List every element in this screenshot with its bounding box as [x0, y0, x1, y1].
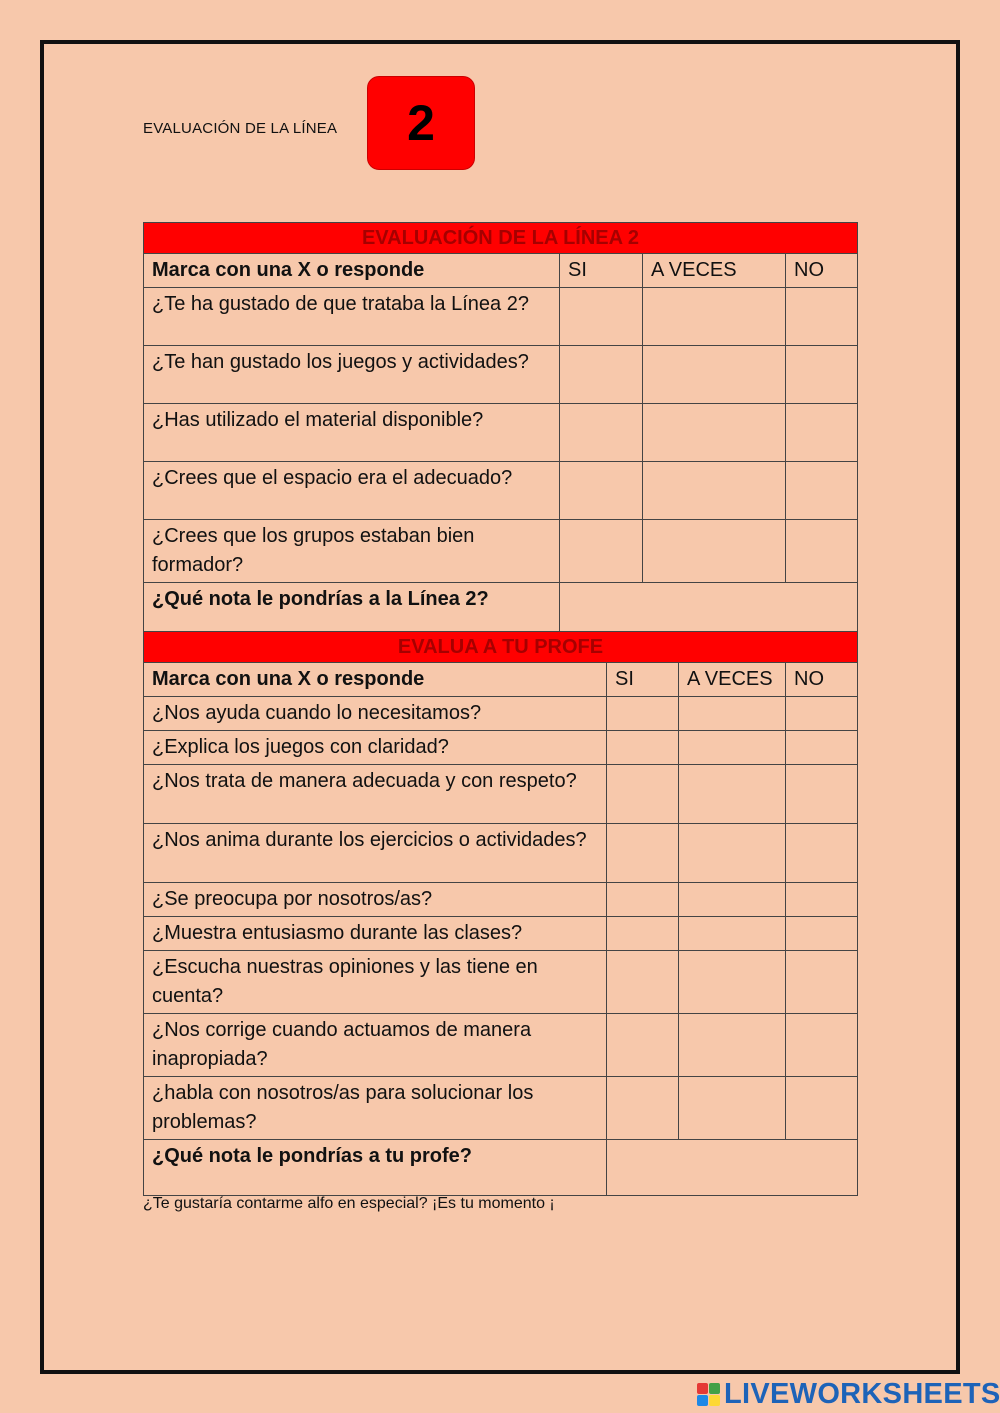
answer-si-cell[interactable] — [560, 404, 643, 462]
question-cell: ¿Nos anima durante los ejercicios o actividades? — [144, 824, 607, 883]
liveworksheets-brand — [697, 1378, 1000, 1411]
column-header-no: NO — [786, 254, 858, 288]
grade-row — [144, 1140, 858, 1196]
question-cell: ¿Nos ayuda cuando lo necesitamos? — [144, 697, 607, 731]
question-cell: ¿Muestra entusiasmo durante las clases? — [144, 917, 607, 951]
table-row — [144, 824, 858, 883]
line-label: EVALUACIÓN DE LA LÍNEA — [143, 120, 338, 137]
answer-si-cell[interactable] — [607, 883, 679, 917]
question-cell: ¿Se preocupa por nosotros/as? — [144, 883, 607, 917]
answer-no-cell[interactable] — [786, 1014, 858, 1077]
question-cell: ¿Crees que el espacio era el adecuado? — [144, 462, 560, 520]
answer-si-cell[interactable] — [560, 520, 643, 583]
question-cell: ¿Escucha nuestras opiniones y las tiene en cuenta? — [144, 951, 607, 1014]
column-header-si: SI — [560, 254, 643, 288]
column-header-question: Marca con una X o responde — [144, 663, 607, 697]
question-cell: ¿Te han gustado los juegos y actividades? — [144, 346, 560, 404]
answer-si-cell[interactable] — [560, 288, 643, 346]
open-comment-prompt: ¿Te gustaría contarme alfo en especial? ¡Es tu momento ¡ — [143, 1195, 555, 1212]
answer-a-veces-cell[interactable] — [643, 462, 786, 520]
answer-a-veces-cell[interactable] — [679, 917, 786, 951]
column-header-a-veces: A VECES — [679, 663, 786, 697]
answer-a-veces-cell[interactable] — [679, 1077, 786, 1140]
answer-no-cell[interactable] — [786, 731, 858, 765]
answer-si-cell[interactable] — [560, 462, 643, 520]
grade-question-cell: ¿Qué nota le pondrías a la Línea 2? — [144, 583, 560, 641]
table-row — [144, 731, 858, 765]
answer-no-cell[interactable] — [786, 883, 858, 917]
answer-no-cell[interactable] — [786, 951, 858, 1014]
answer-si-cell[interactable] — [607, 697, 679, 731]
answer-a-veces-cell[interactable] — [643, 404, 786, 462]
answer-no-cell[interactable] — [786, 917, 858, 951]
table-row — [144, 883, 858, 917]
answer-si-cell[interactable] — [560, 346, 643, 404]
answer-si-cell[interactable] — [607, 917, 679, 951]
question-cell: ¿Crees que los grupos estaban bien formador? — [144, 520, 560, 583]
answer-si-cell[interactable] — [607, 824, 679, 883]
answer-no-cell[interactable] — [786, 346, 858, 404]
line-number-badge: 2 — [367, 76, 475, 170]
answer-a-veces-cell[interactable] — [679, 731, 786, 765]
answer-no-cell[interactable] — [786, 765, 858, 824]
question-cell: ¿Nos trata de manera adecuada y con respeto? — [144, 765, 607, 824]
answer-a-veces-cell[interactable] — [679, 883, 786, 917]
answer-si-cell[interactable] — [607, 731, 679, 765]
answer-a-veces-cell[interactable] — [679, 765, 786, 824]
column-header-si: SI — [607, 663, 679, 697]
answer-no-cell[interactable] — [786, 697, 858, 731]
answer-a-veces-cell[interactable] — [679, 951, 786, 1014]
answer-a-veces-cell[interactable] — [679, 697, 786, 731]
question-cell: ¿Te ha gustado de que trataba la Línea 2? — [144, 288, 560, 346]
question-cell: ¿Has utilizado el material disponible? — [144, 404, 560, 462]
answer-no-cell[interactable] — [786, 520, 858, 583]
grade-question-cell: ¿Qué nota le pondrías a tu profe? — [144, 1140, 607, 1196]
table-row — [144, 765, 858, 824]
answer-a-veces-cell[interactable] — [643, 346, 786, 404]
answer-si-cell[interactable] — [607, 951, 679, 1014]
answer-no-cell[interactable] — [786, 462, 858, 520]
column-header-a-veces: A VECES — [643, 254, 786, 288]
question-cell: ¿Explica los juegos con claridad? — [144, 731, 607, 765]
liveworksheets-logo-icon — [697, 1383, 720, 1406]
answer-si-cell[interactable] — [607, 1077, 679, 1140]
table-row — [144, 404, 858, 462]
table-row — [144, 462, 858, 520]
table-row — [144, 1014, 858, 1077]
brand-name: LIVEWORKSHEETS — [724, 1378, 1000, 1410]
answer-a-veces-cell[interactable] — [679, 824, 786, 883]
answer-no-cell[interactable] — [786, 824, 858, 883]
answer-si-cell[interactable] — [607, 1014, 679, 1077]
teacher-evaluation-table — [143, 631, 858, 1196]
table-row — [144, 697, 858, 731]
answer-a-veces-cell[interactable] — [643, 520, 786, 583]
table-row — [144, 346, 858, 404]
table-row — [144, 951, 858, 1014]
answer-no-cell[interactable] — [786, 404, 858, 462]
answer-a-veces-cell[interactable] — [643, 288, 786, 346]
answer-si-cell[interactable] — [607, 765, 679, 824]
line-evaluation-table — [143, 222, 858, 641]
column-header-question: Marca con una X o responde — [144, 254, 560, 288]
answer-no-cell[interactable] — [786, 288, 858, 346]
table-row — [144, 1077, 858, 1140]
question-cell: ¿habla con nosotros/as para solucionar los problemas? — [144, 1077, 607, 1140]
table-row — [144, 917, 858, 951]
column-header-no: NO — [786, 663, 858, 697]
grade-answer-cell[interactable] — [607, 1140, 858, 1196]
answer-a-veces-cell[interactable] — [679, 1014, 786, 1077]
question-cell: ¿Nos corrige cuando actuamos de manera inapropiada? — [144, 1014, 607, 1077]
answer-no-cell[interactable] — [786, 1077, 858, 1140]
table-row — [144, 520, 858, 583]
table-title: EVALUA A TU PROFE — [144, 632, 858, 663]
table-row — [144, 288, 858, 346]
table-title: EVALUACIÓN DE LA LÍNEA 2 — [144, 223, 858, 254]
